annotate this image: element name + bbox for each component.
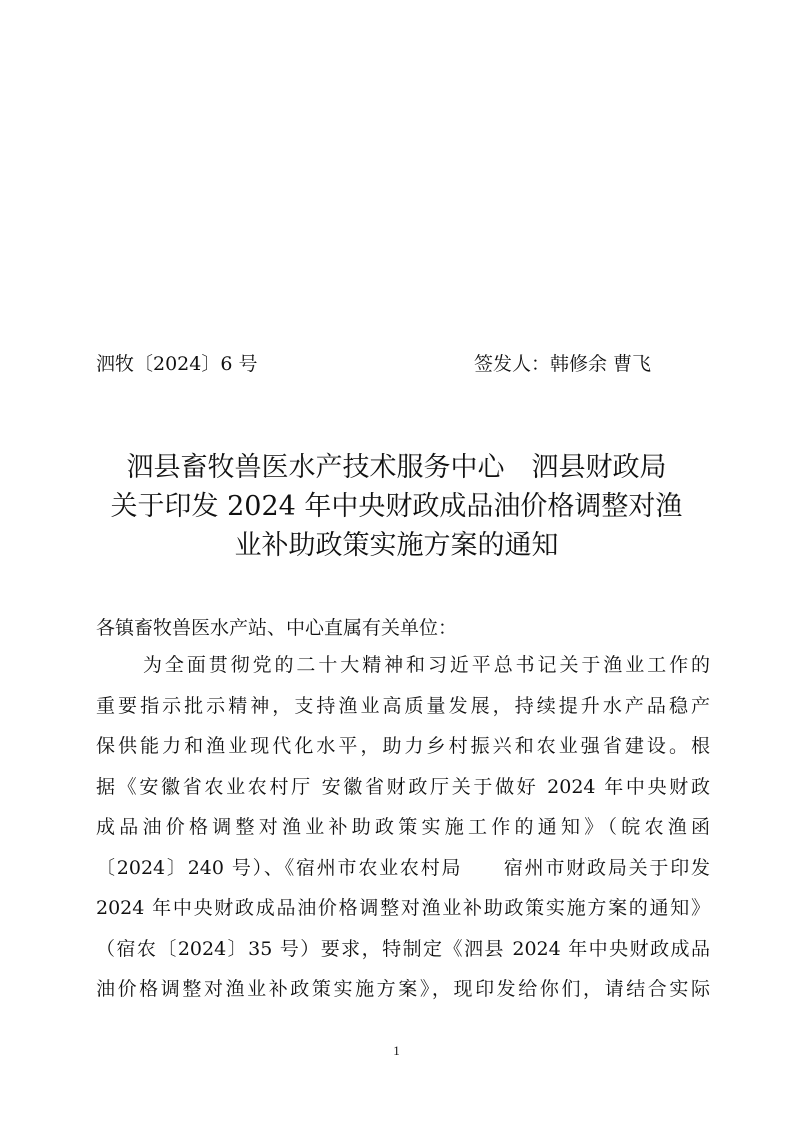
body-line: 油价格调整对渔业补政策实施方案》，现印发给你们，请结合实际 — [96, 978, 710, 1000]
body-line: 据《安徽省农业农村厅 安徽省财政厅关于做好 2024 年中央财政 — [96, 775, 710, 798]
body-line: 为全面贯彻党的二十大精神和习近平总书记关于渔业工作的 — [143, 654, 710, 676]
body-line: 保供能力和渔业现代化水平，助力乡村振兴和农业强省建设。根 — [96, 735, 710, 757]
document-header — [96, 349, 683, 379]
page-number: 1 — [393, 1043, 400, 1058]
body-line: （宿农〔2024〕35 号）要求，特制定《泗县 2024 年中央财政成品 — [96, 937, 710, 960]
body-line: 重要指示批示精神，支持渔业高质量发展，持续提升水产品稳产 — [96, 694, 710, 717]
document-title — [80, 448, 713, 565]
body-paragraph — [96, 650, 710, 1015]
body-line: 2024 年中央财政成品油价格调整对渔业补助政策实施方案的通知》 — [96, 897, 710, 919]
title-line-1: 泗县畜牧兽医水产技术服务中心 泗县财政局 — [126, 452, 667, 483]
title-line-3: 业补助政策实施方案的通知 — [234, 530, 559, 561]
document-number: 泗牧〔2024〕6 号 — [96, 353, 258, 375]
body-line: 成品油价格调整对渔业补助政策实施工作的通知》（皖农渔函 — [96, 816, 710, 838]
body-line: 〔2024〕240 号）、《宿州市农业农村局 宿州市财政局关于印发 — [96, 856, 710, 879]
addressee: 各镇畜牧兽医水产站、中心直属有关单位： — [96, 617, 458, 639]
title-line-2: 关于印发 2024 年中央财政成品油价格调整对渔 — [110, 491, 683, 522]
signer-line: 签发人：韩修余 曹飞 — [474, 353, 652, 375]
